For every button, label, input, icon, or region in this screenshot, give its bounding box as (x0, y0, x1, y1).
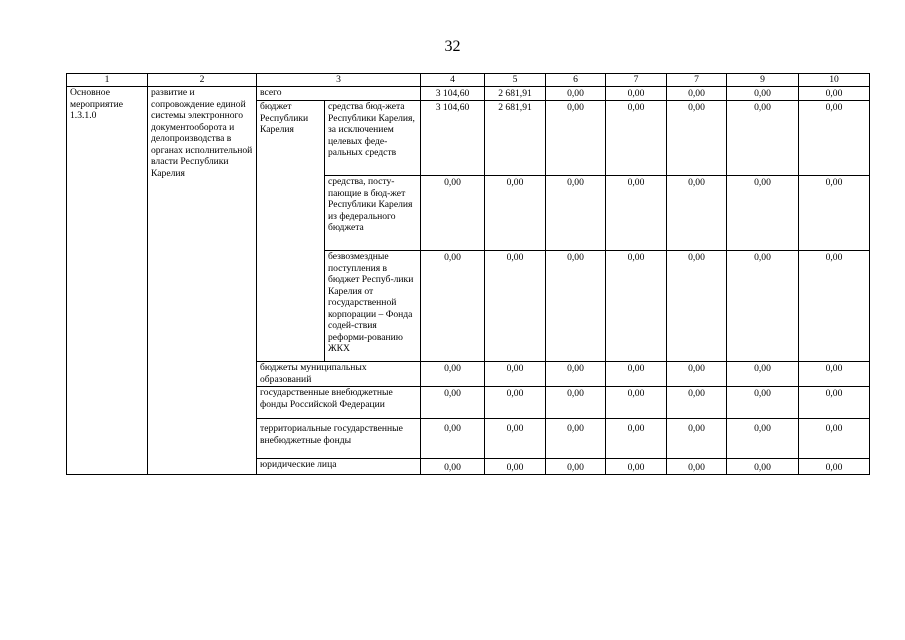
value-cell: 0,00 (485, 251, 546, 362)
source-label: средства бюд-жета Республики Карелия, за исключением целевых феде-ральных средств (325, 101, 421, 176)
value-cell: 0,00 (667, 251, 727, 362)
value-cell: 0,00 (546, 101, 606, 176)
source-label: всего (257, 87, 421, 101)
value-cell: 0,00 (546, 251, 606, 362)
source-label: безвозмездные поступления в бюджет Респуб-лики Карелия от государственной корпорации – Фонда содей-ствия реформи-рованию ЖКХ (325, 251, 421, 362)
value-cell: 0,00 (727, 251, 799, 362)
value-cell: 0,00 (546, 176, 606, 251)
header-cell: 10 (799, 74, 870, 87)
value-cell: 0,00 (799, 176, 870, 251)
value-cell: 0,00 (485, 362, 546, 387)
value-cell: 0,00 (606, 101, 667, 176)
value-cell: 0,00 (485, 459, 546, 475)
value-cell: 0,00 (606, 87, 667, 101)
header-cell: 7 (667, 74, 727, 87)
value-cell: 0,00 (667, 176, 727, 251)
value-cell: 0,00 (799, 87, 870, 101)
source-label: территориальные государственные внебюджетные фонды (257, 419, 421, 459)
row-label-cell: Основное мероприятие 1.3.1.0 (67, 87, 148, 475)
value-cell: 0,00 (606, 387, 667, 419)
value-cell: 0,00 (606, 459, 667, 475)
value-cell: 0,00 (421, 459, 485, 475)
value-cell: 0,00 (667, 362, 727, 387)
value-cell: 0,00 (727, 419, 799, 459)
value-cell: 0,00 (727, 87, 799, 101)
value-cell: 0,00 (606, 251, 667, 362)
value-cell: 3 104,60 (421, 101, 485, 176)
header-cell: 2 (148, 74, 257, 87)
value-cell: 2 681,91 (485, 87, 546, 101)
value-cell: 0,00 (546, 419, 606, 459)
header-cell: 6 (546, 74, 606, 87)
value-cell: 0,00 (421, 387, 485, 419)
table-row-total (67, 87, 870, 101)
value-cell: 0,00 (799, 419, 870, 459)
value-cell: 0,00 (667, 387, 727, 419)
value-cell: 0,00 (485, 176, 546, 251)
value-cell: 0,00 (667, 101, 727, 176)
header-cell: 4 (421, 74, 485, 87)
value-cell: 0,00 (421, 419, 485, 459)
value-cell: 0,00 (546, 459, 606, 475)
value-cell: 0,00 (421, 251, 485, 362)
value-cell: 0,00 (727, 176, 799, 251)
value-cell: 0,00 (799, 251, 870, 362)
value-cell: 0,00 (485, 419, 546, 459)
source-label: бюджеты муниципальных образований (257, 362, 421, 387)
value-cell: 0,00 (799, 101, 870, 176)
value-cell: 0,00 (485, 387, 546, 419)
value-cell: 0,00 (667, 459, 727, 475)
value-cell: 0,00 (606, 176, 667, 251)
header-cell: 7 (606, 74, 667, 87)
value-cell: 0,00 (546, 87, 606, 101)
value-cell: 0,00 (727, 362, 799, 387)
value-cell: 0,00 (799, 362, 870, 387)
source-label: средства, посту-пающие в бюд-жет Республики Карелия из федерального бюджета (325, 176, 421, 251)
value-cell: 0,00 (727, 101, 799, 176)
group-label-rk: бюджет Республики Карелия (257, 101, 325, 362)
budget-table (66, 73, 870, 475)
source-label: юридические лица (257, 459, 421, 475)
description-cell: развитие и сопровождение единой системы электронного документооборота и делопроизводства в органах исполнительной власти Республики Карелия (148, 87, 257, 475)
value-cell: 0,00 (799, 459, 870, 475)
value-cell: 0,00 (546, 362, 606, 387)
value-cell: 0,00 (667, 87, 727, 101)
header-cell: 1 (67, 74, 148, 87)
value-cell: 3 104,60 (421, 87, 485, 101)
value-cell: 0,00 (606, 419, 667, 459)
value-cell: 2 681,91 (485, 101, 546, 176)
value-cell: 0,00 (546, 387, 606, 419)
header-cell: 5 (485, 74, 546, 87)
value-cell: 0,00 (799, 387, 870, 419)
value-cell: 0,00 (727, 459, 799, 475)
value-cell: 0,00 (667, 419, 727, 459)
page-number: 32 (444, 38, 461, 55)
header-cell: 3 (257, 74, 421, 87)
value-cell: 0,00 (606, 362, 667, 387)
header-row (67, 74, 870, 87)
header-cell: 9 (727, 74, 799, 87)
value-cell: 0,00 (421, 176, 485, 251)
value-cell: 0,00 (421, 362, 485, 387)
value-cell: 0,00 (727, 387, 799, 419)
source-label: государственные внебюджетные фонды Российской Федерации (257, 387, 421, 419)
